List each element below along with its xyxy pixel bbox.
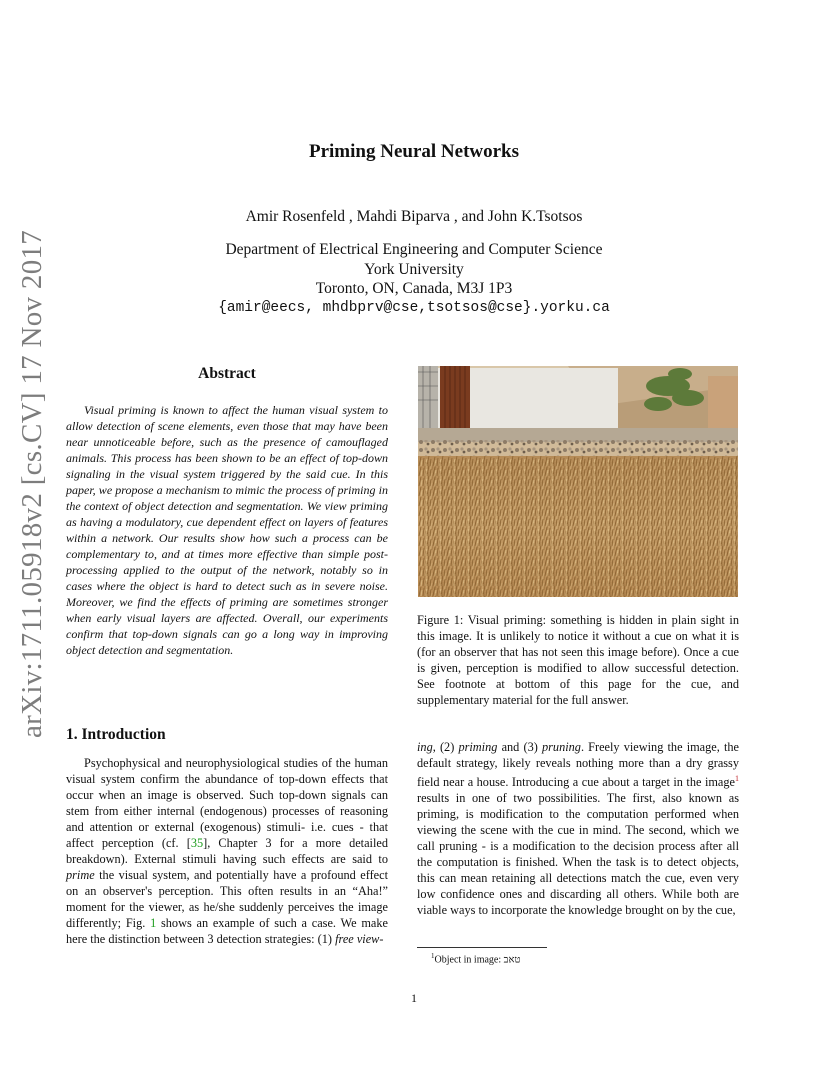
abstract-text: Visual priming is known to affect the human visual system to allow detection of scene elements, even those that may have been near unnoticeable before, such as the presence of camouflaged animals. This process has been shown to be an effect of top-down signaling in the visual system triggered by the said cue. In this paper, we propose a mechanism to mimic the process of priming in the context of object detection and segmentation. We view priming as having a modulatory, cue dependent effect on layers of features within a network. Our results show how such a process can be complementary to, and at times more effective than simple post-processing applied to the output of the network, notably so in cases where the object is hard to detect such as in severe noise. Moreover, we find the effects of priming are sometimes stronger when early visual layers are affected. Overall, our experiments confirm that top-down signals can go a long way in improving object detection and segmentation. bbox=[66, 403, 388, 657]
figure-ref-link[interactable]: 1 bbox=[150, 916, 157, 930]
intro-text-7: . Freely viewing the image, the default strategy, likely reveals nothing more than a dry grassy field near a house. Introducing a cue about a target in the image bbox=[417, 740, 739, 790]
page-number: 1 bbox=[411, 991, 417, 1005]
affiliation-department: Department of Electrical Engineering and Computer Science bbox=[225, 241, 603, 258]
affiliation-block bbox=[0, 240, 828, 318]
intro-text-2: ], Chapter 3 for a more detailed breakdown). External stimuli having such effects are said to bbox=[66, 836, 388, 866]
intro-text-3: the visual system, and potentially have a profound effect on an observer's perception. This often results in an “Aha!” moment for the viewer, as he/she suddenly perceives the image differently; Fig. bbox=[66, 868, 388, 930]
intro-text-5: , (2) bbox=[432, 740, 459, 754]
footnote-number: 1 bbox=[431, 952, 435, 960]
footnote-marker[interactable]: 1 bbox=[735, 774, 739, 783]
citation-link[interactable]: 35 bbox=[190, 836, 204, 850]
footnote bbox=[431, 952, 521, 965]
figure-photo bbox=[418, 366, 738, 597]
footnote-text: Object in image: טאב bbox=[434, 954, 521, 966]
author-list: Amir Rosenfeld , Mahdi Biparva , and John K.Tsotsos bbox=[245, 208, 583, 225]
intro-text-4: shows an example of such a case. We make here the distinction between 3 detection strategies: (1) bbox=[66, 916, 388, 946]
footnote-divider bbox=[417, 947, 547, 948]
emphasis-priming: priming bbox=[458, 740, 498, 754]
emphasis-free-viewing: free view- bbox=[335, 932, 384, 946]
author-emails: {amir@eecs, mhdbprv@cse,tsotsos@cse}.yorku.ca bbox=[218, 299, 610, 316]
emphasis-prime: prime bbox=[66, 868, 95, 882]
intro-text-8: results in one of two possibilities. The first, also known as priming, is modification to the computation performed when viewing the scene with the cue in mind. The second, which we call pruning - is a modification to the decision process after all the computation is finished. When the task is to detect objects, this can mean retaining all detections match the cue, even very low confidence ones and discarding all others. While both are viable ways to incorporate the knowledge brought on by the cue, bbox=[417, 791, 739, 918]
emphasis-pruning: pruning bbox=[541, 740, 581, 754]
figure-1-caption: Figure 1: Visual priming: something is hidden in plain sight in this image. It is unlikely to notice it without a cue on what it is (for an observer that has not seen this image before). Once a cue is given, perception is modified to allow successful detection. See footnote at bottom of this page for the cue, and supplementary material for the full answer. bbox=[417, 613, 739, 707]
figure-1-image bbox=[418, 366, 738, 597]
introduction-paragraph bbox=[66, 755, 388, 947]
arxiv-stamp: arXiv:1711.05918v2 [cs.CV] 17 Nov 2017 bbox=[16, 229, 48, 738]
affiliation-address: Toronto, ON, Canada, M3J 1P3 bbox=[315, 280, 513, 297]
introduction-continuation bbox=[417, 739, 739, 918]
abstract-heading: Abstract bbox=[198, 365, 256, 382]
intro-text-6: and (3) bbox=[497, 740, 542, 754]
affiliation-university: York University bbox=[364, 260, 464, 278]
emphasis-free-viewing-cont: ing bbox=[417, 740, 433, 754]
intro-text-1: Psychophysical and neurophysiological studies of the human visual system confirm the abundance of top-down effects that occur when an image is observed. Such top-down signals can stem from either internal (endogenous) processes of reasoning and attention or external (exogenous) stimuli- i.e. cues - that affect perception (cf. [ bbox=[66, 756, 388, 850]
section-heading-introduction: 1. Introduction bbox=[66, 726, 166, 743]
paper-title: Priming Neural Networks bbox=[308, 141, 520, 162]
